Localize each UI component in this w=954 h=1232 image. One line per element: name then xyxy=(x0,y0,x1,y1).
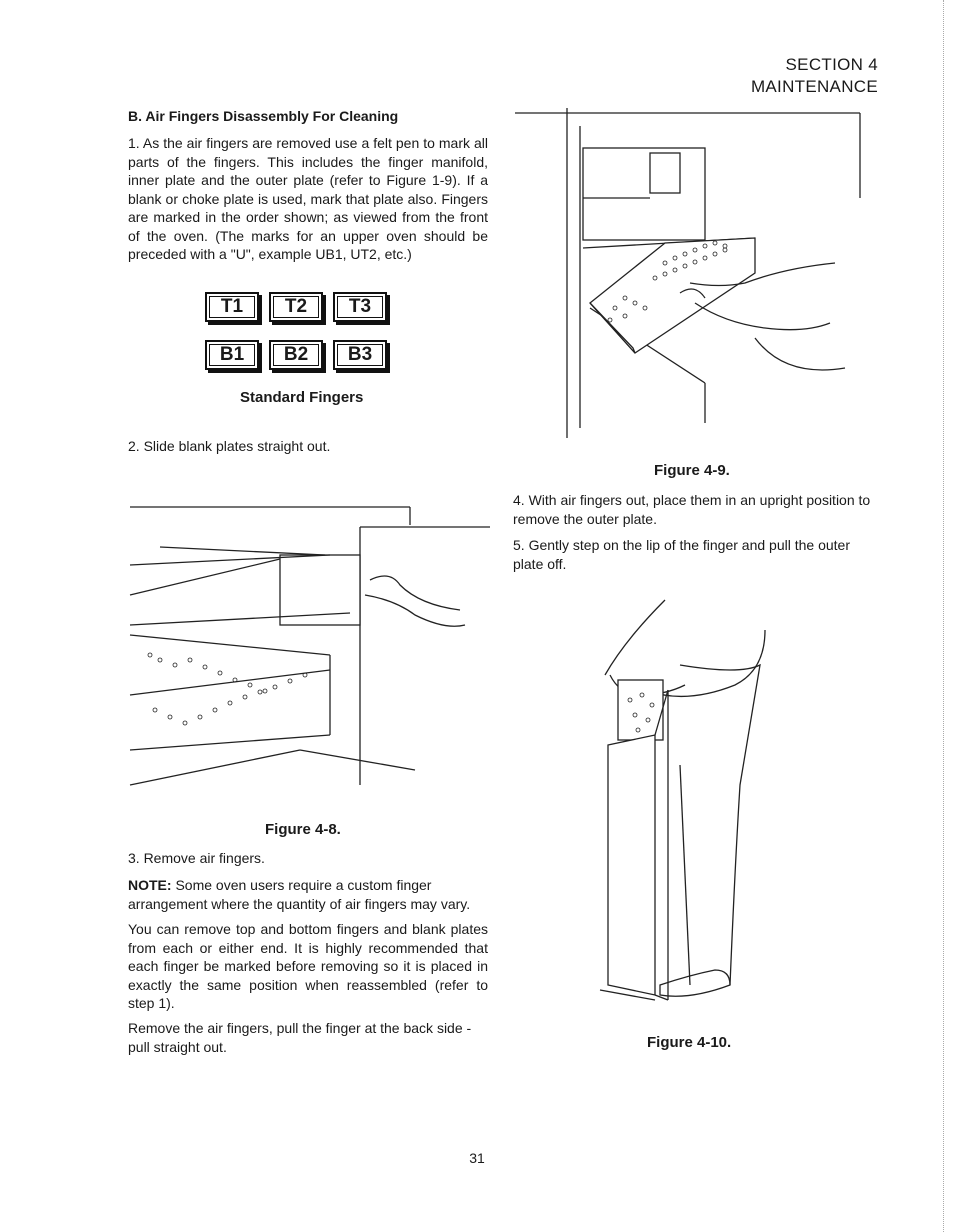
fingers-caption: Standard Fingers xyxy=(240,389,364,406)
finger-label-b2: B2 xyxy=(269,340,323,370)
subsection-heading: B. Air Fingers Disassembly For Cleaning xyxy=(128,108,399,124)
section-number: SECTION 4 xyxy=(785,55,878,74)
figure-4-10-illustration xyxy=(590,595,780,1015)
step-3-text: 3. Remove air fingers. xyxy=(128,850,265,866)
finger-label-t1: T1 xyxy=(205,292,259,322)
step-1-text: 1. As the air fingers are removed use a felt pen to mark all parts of the fingers. This includes the finger manifold, inner plate and the outer plate (refer to Figure 1-9). If a blank or choke plate is used, mark that plate also. Fingers are marked in the order shown; as viewed from the front of the oven. (The marks for an upper oven should be preceded with a "U", example UB1, UT2, etc.) xyxy=(128,135,488,262)
step-2-text: 2. Slide blank plates straight out. xyxy=(128,438,331,454)
figure-4-10-caption: Figure 4-10. xyxy=(647,1034,732,1051)
section-title: MAINTENANCE xyxy=(750,77,878,96)
finger-label-grid xyxy=(205,292,395,372)
page-number: 31 xyxy=(469,1150,485,1166)
pull-paragraph xyxy=(128,1019,488,1056)
step-5 xyxy=(513,536,877,573)
finger-label-t2: T2 xyxy=(269,292,323,322)
figure-4-9-illustration xyxy=(515,108,865,443)
step-4 xyxy=(513,491,877,528)
remove-paragraph-text: You can remove top and bottom fingers and blank plates from each or either end. It is highly recommended that each finger be marked before removing so it is placed in exactly the same position when reassembled (refer to step 1). xyxy=(128,921,488,1011)
finger-label-t3: T3 xyxy=(333,292,387,322)
figure-4-8-illustration xyxy=(120,495,495,800)
section-header xyxy=(751,54,878,98)
note xyxy=(128,876,488,913)
pull-paragraph-text: Remove the air fingers, pull the finger at the back side - pull straight out. xyxy=(128,1020,472,1055)
finger-label-b1: B1 xyxy=(205,340,259,370)
step-5-text: 5. Gently step on the lip of the finger and pull the outer plate off. xyxy=(513,537,850,572)
page-edge xyxy=(943,0,944,1232)
note-label: NOTE: xyxy=(128,877,172,893)
step-4-text: 4. With air fingers out, place them in an upright position to remove the outer plate. xyxy=(513,492,871,527)
note-text: Some oven users require a custom finger arrangement where the quantity of air fingers may vary. xyxy=(128,877,471,912)
step-3 xyxy=(128,849,488,868)
step-2 xyxy=(128,437,488,456)
finger-label-b3: B3 xyxy=(333,340,387,370)
figure-4-8-caption: Figure 4-8. xyxy=(265,821,341,838)
step-1 xyxy=(128,134,488,264)
figure-4-9-caption: Figure 4-9. xyxy=(654,462,730,479)
remove-paragraph xyxy=(128,920,488,1013)
